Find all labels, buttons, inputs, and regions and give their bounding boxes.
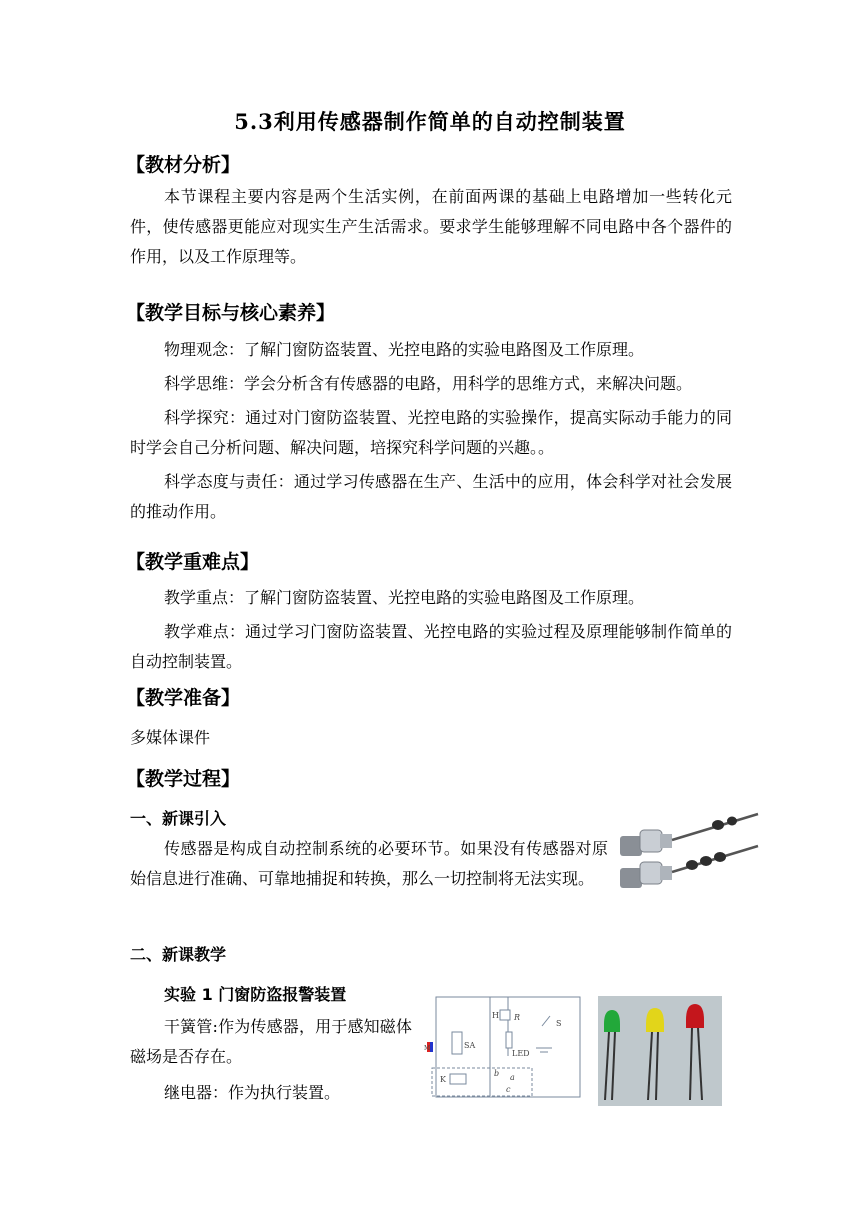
alarm-circuit-diagram xyxy=(424,996,584,1102)
intro-paragraph: 传感器是构成自动控制系统的必要环节。如果没有传感器对原始信息进行准确、可靠地捕捉和转换，那么一切控制将无法实现。 xyxy=(130,839,608,888)
goal-attitude: 科学态度与责任：通过学习传感器在生产、生活中的应用，体会科学对社会发展的推动作用。 xyxy=(130,472,732,521)
goal-thinking: 科学思维：学会分析含有传感器的电路，用科学的思维方式，来解决问题。 xyxy=(164,374,693,393)
exp1-relay: 继电器：作为执行装置。 xyxy=(164,1083,341,1102)
keypoint-focus: 教学重点：了解门窗防盗装置、光控电路的实验电路图及工作原理。 xyxy=(164,588,645,607)
circuit-label-s: S xyxy=(556,1019,562,1028)
circuit-label-led: LED xyxy=(512,1049,530,1058)
page-title: 5.3利用传感器制作简单的自动控制装置 xyxy=(234,109,626,134)
circuit-label-a: a xyxy=(510,1073,515,1082)
teach-heading: 二、新课教学 xyxy=(130,945,227,964)
led-photo xyxy=(598,996,722,1106)
goal-inquiry: 科学探究：通过对门窗防盗装置、光控电路的实验操作，提高实际动手能力的同时学会自己分析问题、解决问题，培探究科学问题的兴趣。。 xyxy=(130,408,732,457)
goal-physics: 物理观念：了解门窗防盗装置、光控电路的实验电路图及工作原理。 xyxy=(164,340,645,359)
sensor-top xyxy=(620,814,758,856)
circuit-label-c: c xyxy=(506,1085,511,1094)
analysis-paragraph: 本节课程主要内容是两个生活实例，在前面两课的基础上电路增加一些转化元件，使传感器更能应对现实生产生活需求。要求学生能够理解不同电路中各个器件的作用，以及工作原理等。 xyxy=(130,187,732,266)
heading-goals: 【教学目标与核心素养】 xyxy=(126,302,336,324)
circuit-label-k: K xyxy=(440,1075,446,1084)
heading-keypoints: 【教学重难点】 xyxy=(126,551,260,573)
heading-analysis: 【教材分析】 xyxy=(126,154,241,176)
circuit-label-r: R xyxy=(514,1013,521,1022)
circuit-label-h: H xyxy=(492,1011,499,1020)
exp1-reed-switch: 干簧管:作为传感器，用于感知磁体磁场是否存在。 xyxy=(130,1017,412,1066)
exp1-heading: 实验 1 门窗防盗报警装置 xyxy=(164,985,347,1004)
keypoint-difficulty: 教学难点：通过学习门窗防盗装置、光控电路的实验过程及原理能够制作简单的自动控制装置。 xyxy=(130,622,732,671)
circuit-label-b: b xyxy=(494,1069,500,1078)
sensor-photo xyxy=(612,808,762,898)
heading-process: 【教学过程】 xyxy=(126,768,241,790)
prep-text: 多媒体课件 xyxy=(130,728,211,747)
circuit-label-sa: SA xyxy=(464,1041,476,1050)
intro-heading: 一、新课引入 xyxy=(130,809,227,828)
circuit-label-m: M xyxy=(424,1045,431,1052)
heading-prep: 【教学准备】 xyxy=(126,687,241,709)
